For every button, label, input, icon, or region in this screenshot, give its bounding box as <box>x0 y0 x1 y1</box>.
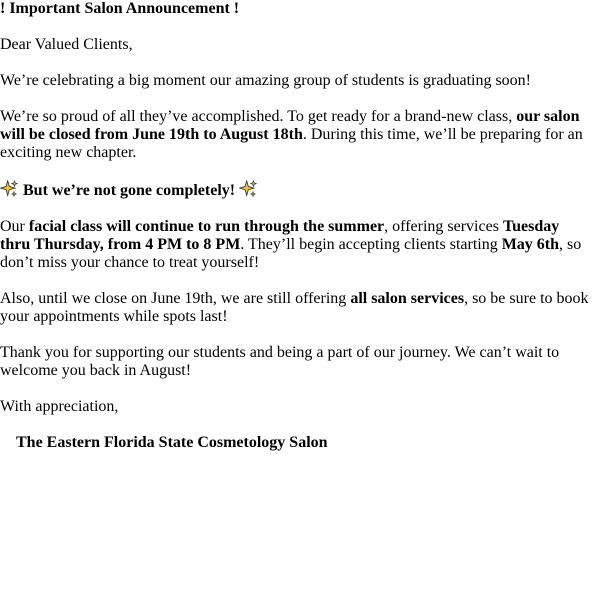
signature: The Eastern Florida State Cosmetology Salon <box>16 434 328 451</box>
paragraph-services: Also, until we close on June 19th, we are still offering all salon services, so be sure to book your appointments while spots last! <box>0 290 589 325</box>
paragraph-graduation: We’re celebrating a big moment our amazing group of students is graduating soon! <box>0 72 532 89</box>
sparkles-icon <box>0 180 19 198</box>
announcement-heading: ! Important Salon Announcement ! <box>0 0 240 17</box>
facial-class-start-date: May 6th <box>501 236 560 253</box>
sparkles-icon <box>239 180 258 198</box>
facial-class-schedule: Tuesday thru Thursday, from 4 PM to 8 PM <box>0 218 560 253</box>
closing: With appreciation, <box>0 398 119 415</box>
subheading-not-gone: But we’re not gone completely! <box>0 180 592 200</box>
paragraph-thanks: Thank you for supporting our students and being a part of our journey. We can’t wait to welcome you back in August! <box>0 344 560 379</box>
paragraph-closure: We’re so proud of all they’ve accomplished. To get ready for a brand-new class, our salon will be closed from June 19th to August 18th. During this time, we’ll be preparing for an exciting new chapter. <box>0 108 583 161</box>
greeting: Dear Valued Clients, <box>0 36 133 53</box>
paragraph-facial-class: Our facial class will continue to run through the summer, offering services Tuesday thru Thursday, from 4 PM to 8 PM. They’ll begin accepting clients starting May 6th, so don’t miss your chance to treat yourself! <box>0 218 582 271</box>
closure-dates: our salon will be closed from June 19th to August 18th <box>0 108 580 143</box>
